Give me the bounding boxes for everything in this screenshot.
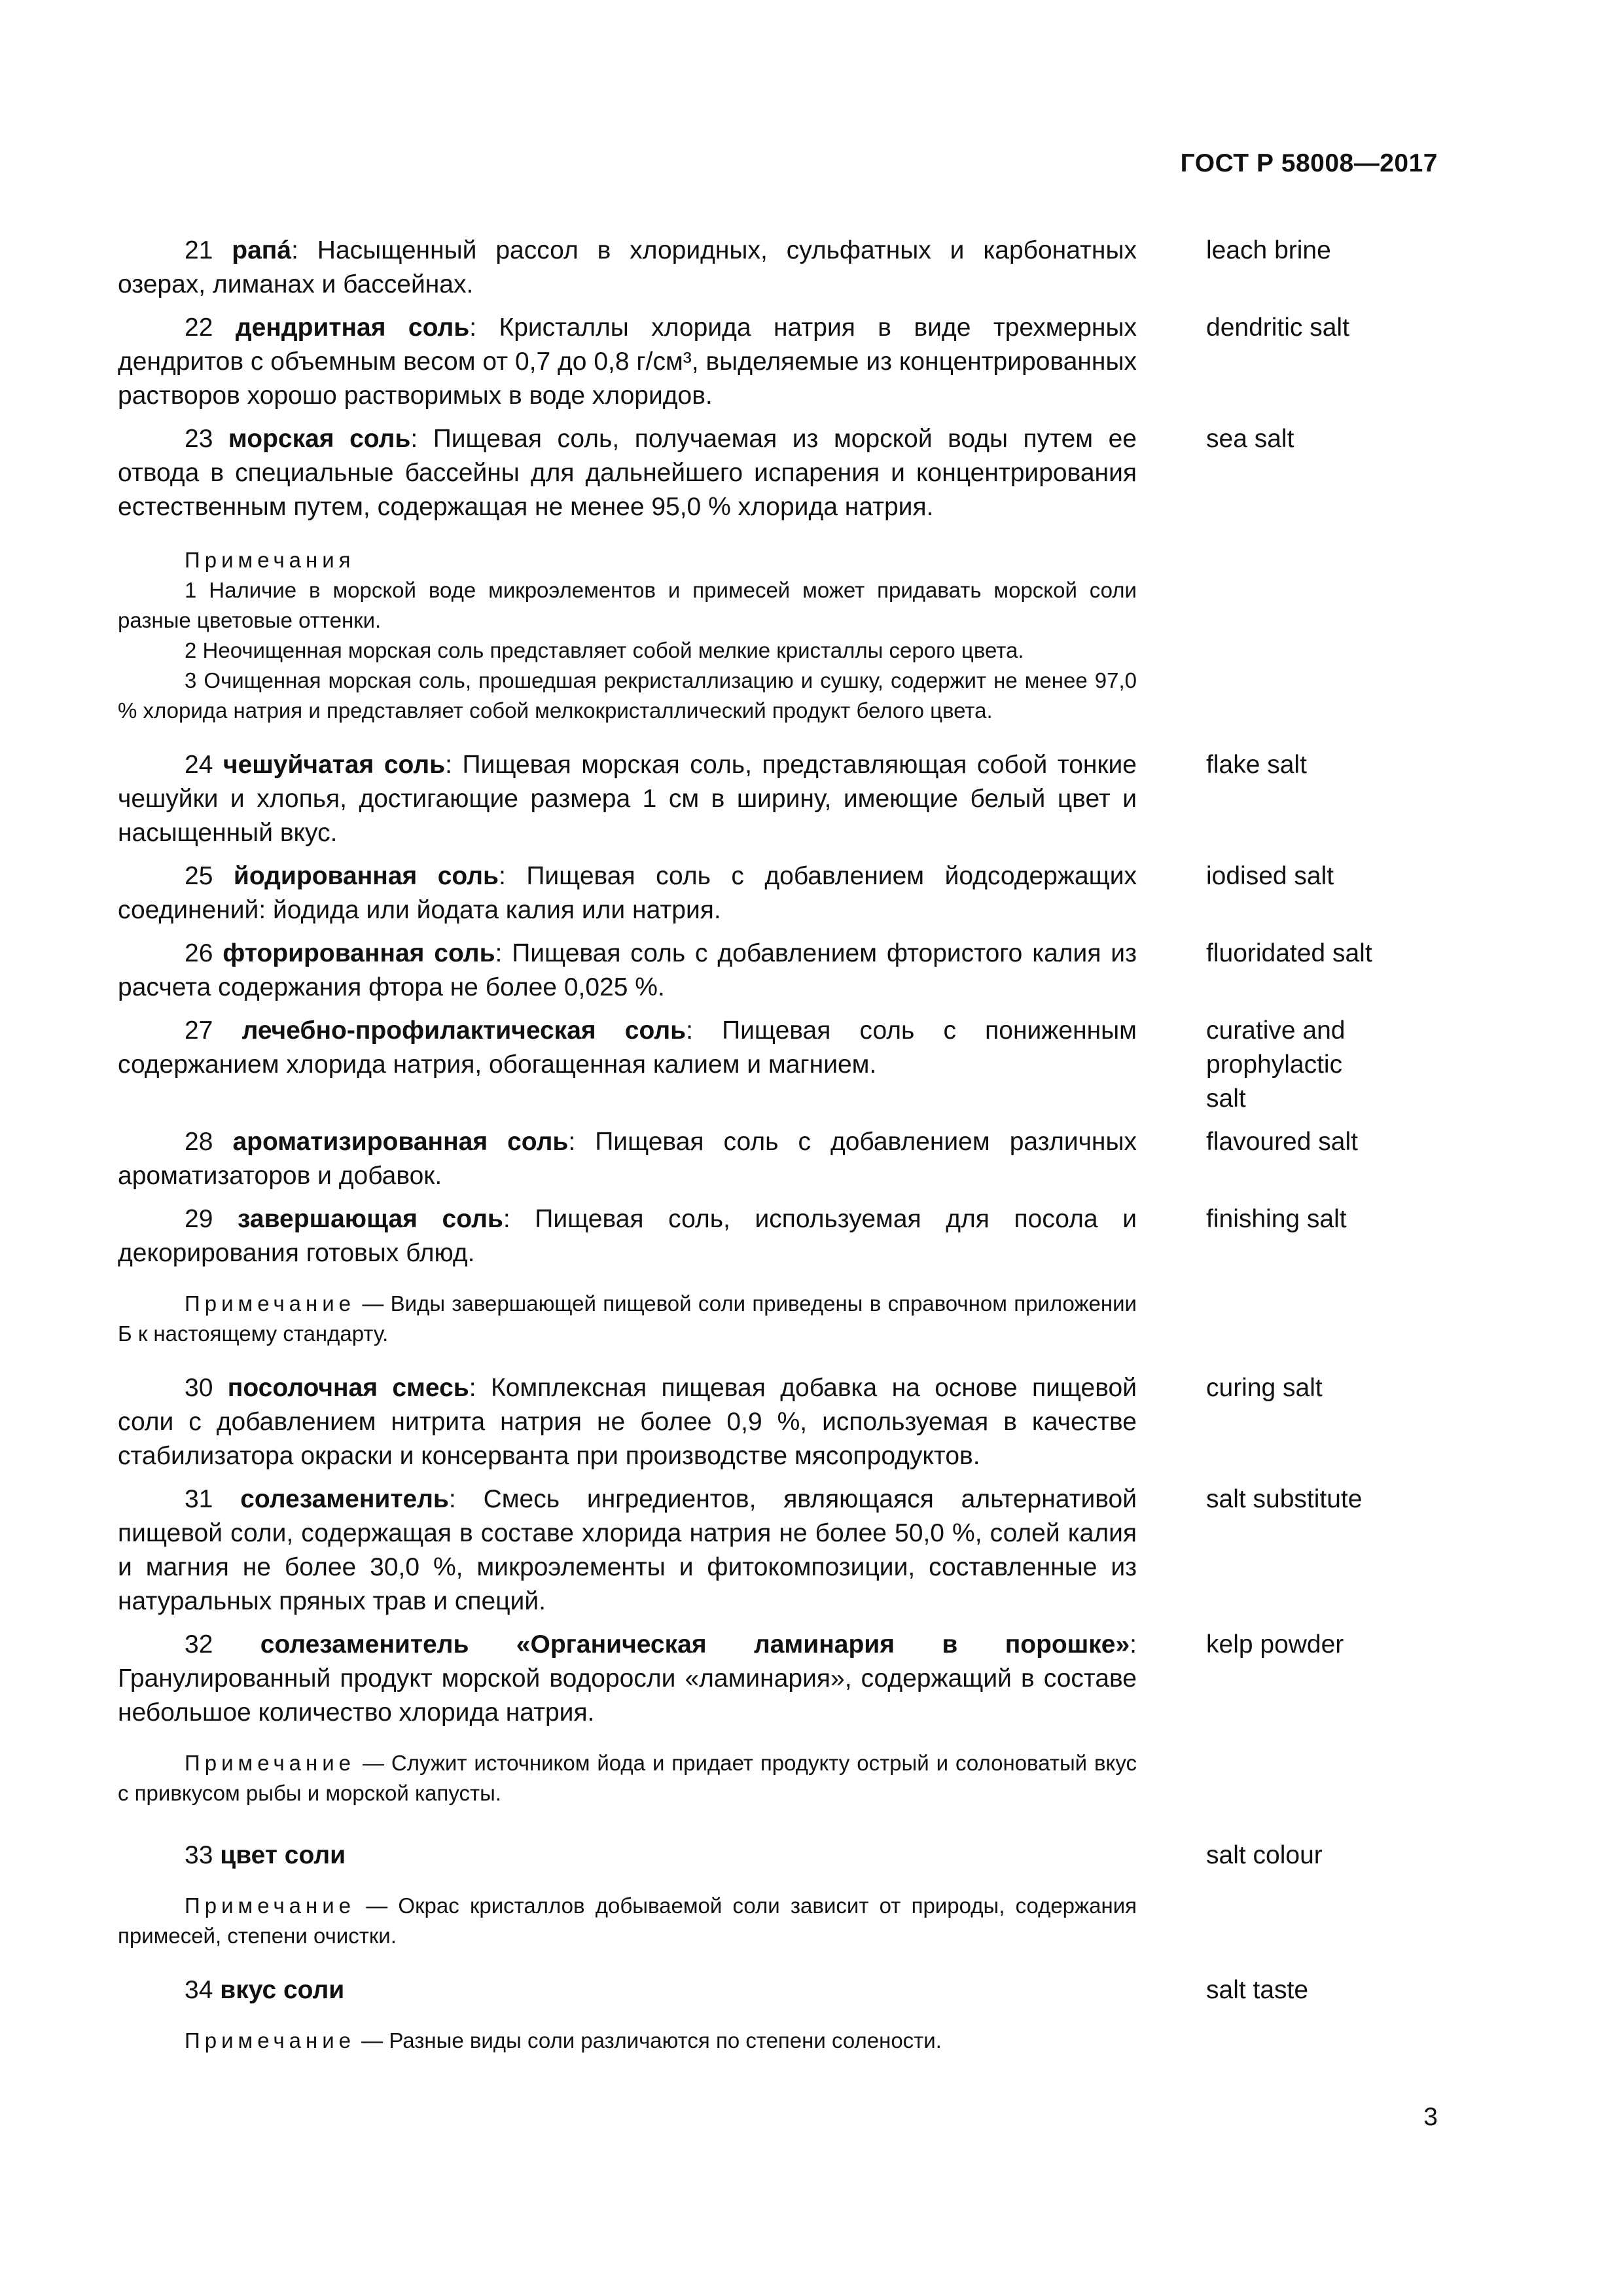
english-equivalent: leach brine [1206, 236, 1331, 264]
note-block [118, 545, 1137, 726]
english-equivalent: iodised salt [1206, 862, 1334, 890]
term-definition [118, 1482, 1137, 1619]
term-entry [118, 1014, 1427, 1116]
note-item: 3 Очищенная морская соль, прошедшая рекристаллизацию и сушку, содержит не менее 97,0 % хлорида натрия и представляет собой мелкокристаллический продукт белого цвета. [118, 668, 1137, 723]
note-block [118, 1289, 1137, 1349]
definition-text: : Пищевая соль, используемая для посола и декорирования готовых блюд. [118, 1205, 1137, 1267]
definition-text: : Пищевая морская соль, представляющая собой тонкие чешуйки и хлопья, достигающие размера 1 см в ширину, имеющие белый цвет и насыщенный вкус. [118, 751, 1137, 847]
term-number: 24 [185, 751, 213, 779]
definition-text: : Комплексная пищевая добавка на основе пищевой соли с добавлением нитрита натрия не более 0,9 %, используемая в качестве стабилизатора окраски и консерванта при производстве мясопродуктов. [118, 1374, 1137, 1470]
note-label: Примечание [185, 1893, 356, 1918]
term-definition [118, 422, 1137, 524]
note-label: Примечания [185, 548, 355, 572]
english-equivalent: kelp powder [1206, 1630, 1344, 1659]
definition-text: : Пищевая соль с добавлением фтористого калия из расчета содержания фтора не более 0,025 %. [118, 939, 1137, 1001]
term-definition [118, 1371, 1137, 1473]
term-definition [118, 1628, 1137, 1730]
term-entry [118, 311, 1427, 413]
term-number: 27 [185, 1016, 213, 1045]
term-name: солезаменитель «Органическая ламинария в порошке» [260, 1630, 1130, 1659]
definition-text: : Пищевая соль, получаемая из морской воды путем ее отвода в специальные бассейны для дальнейшего испарения и концентрирования естественным путем, содержащая не менее 95,0 % хлорида натрия. [118, 425, 1137, 521]
note-text: — Разные виды соли различаются по степени солености. [355, 2028, 942, 2053]
definition-text: : Гранулированный продукт морской водоросли «ламинария», содержащий в составе небольшое количество хлорида натрия. [118, 1630, 1137, 1727]
term-name: фторированная соль [223, 939, 495, 967]
term-definition [118, 1839, 1137, 1873]
term-name: йодированная соль [233, 862, 499, 890]
term-name: вкус соли [220, 1976, 345, 2004]
term-definition [118, 859, 1137, 927]
term-definition [118, 1973, 1137, 2007]
note-label: Примечание [185, 1751, 356, 1775]
note-text: — Окрас кристаллов добываемой соли зависит от природы, содержания примесей, степени очистки. [118, 1893, 1137, 1948]
term-number: 34 [185, 1976, 213, 2004]
term-entry [118, 1839, 1427, 1873]
note-item: 2 Неочищенная морская соль представляет собой мелкие кристаллы серого цвета. [185, 638, 1024, 662]
english-equivalent: fluoridated salt [1206, 939, 1372, 967]
note-block [118, 1891, 1137, 1951]
term-name: цвет соли [220, 1841, 346, 1869]
english-equivalent: finishing salt [1206, 1205, 1347, 1233]
term-entry [118, 937, 1427, 1005]
english-equivalent: flake salt [1206, 751, 1307, 779]
term-definition [118, 311, 1137, 413]
term-number: 30 [185, 1374, 213, 1402]
term-number: 26 [185, 939, 213, 967]
note-label: Примечание [185, 1291, 356, 1316]
term-name: чешуйчатая соль [223, 751, 446, 779]
term-definition [118, 1202, 1137, 1270]
term-name: морская соль [228, 425, 411, 453]
term-number: 32 [185, 1630, 213, 1659]
term-number: 29 [185, 1205, 213, 1233]
document-id-header: ГОСТ Р 58008—2017 [1180, 149, 1438, 177]
definition-text: : Пищевая соль с добавлением йодсодержащих соединений: йодида или йодата калия или натрия. [118, 862, 1137, 924]
term-name: солезаменитель [240, 1485, 449, 1513]
term-number: 25 [185, 862, 213, 890]
term-entry [118, 422, 1427, 524]
term-number: 31 [185, 1485, 213, 1513]
note-label: Примечание [185, 2028, 356, 2053]
english-equivalent: sea salt [1206, 425, 1294, 453]
term-entry [118, 1973, 1427, 2007]
note-text: — Виды завершающей пищевой соли приведены в справочном приложении Б к настоящему стандарту. [118, 1291, 1137, 1346]
term-definition [118, 1125, 1137, 1193]
term-name: завершающая соль [238, 1205, 503, 1233]
english-equivalent: salt substitute [1206, 1485, 1363, 1513]
note-block [118, 2026, 1137, 2056]
term-number: 23 [185, 425, 213, 453]
terms-content [118, 234, 1427, 2078]
definition-text: : Пищевая соль с пониженным содержанием хлорида натрия, обогащенная калием и магнием. [118, 1016, 1137, 1079]
definition-text: : Пищевая соль с добавлением различных ароматизаторов и добавок. [118, 1128, 1137, 1190]
term-number: 21 [185, 236, 213, 264]
note-item: 1 Наличие в морской воде микроэлементов и примесей может придавать морской соли разные цветовые оттенки. [118, 578, 1137, 632]
definition-text: : Смесь ингредиентов, являющаяся альтернативой пищевой соли, содержащая в составе хлорида натрия не более 50,0 %, солей калия и магния не более 30,0 %, микроэлементы и фитокомпозиции, составленные из натуральных пряных трав и специй. [118, 1485, 1137, 1615]
term-entry [118, 234, 1427, 302]
term-definition [118, 748, 1137, 850]
term-entry [118, 1482, 1427, 1619]
term-entry [118, 748, 1427, 850]
english-equivalent: curative and prophylactic salt [1206, 1016, 1346, 1113]
term-definition [118, 234, 1137, 302]
term-definition [118, 1014, 1137, 1082]
note-block [118, 1748, 1137, 1808]
term-number: 28 [185, 1128, 213, 1156]
term-entry [118, 1628, 1427, 1730]
definition-text: : Насыщенный рассол в хлоридных, сульфатных и карбонатных озерах, лиманах и бассейнах. [118, 236, 1137, 298]
definition-text: : Кристаллы хлорида натрия в виде трехмерных дендритов с объемным весом от 0,7 до 0,8 г/см³, выделяемые из концентрированных растворов хорошо растворимых в воде хлоридов. [118, 314, 1137, 410]
term-name: рапá [232, 236, 292, 264]
term-name: лечебно-профилактическая соль [241, 1016, 687, 1045]
term-number: 22 [185, 314, 213, 342]
term-entry [118, 1125, 1427, 1193]
english-equivalent: flavoured salt [1206, 1128, 1358, 1156]
english-equivalent: curing salt [1206, 1374, 1323, 1402]
term-name: ароматизированная соль [232, 1128, 569, 1156]
english-equivalent: salt taste [1206, 1976, 1309, 2004]
term-entry [118, 1371, 1427, 1473]
term-entry [118, 1202, 1427, 1270]
term-number: 33 [185, 1841, 213, 1869]
term-definition [118, 937, 1137, 1005]
page-number: 3 [1423, 2103, 1438, 2131]
term-entry [118, 859, 1427, 927]
term-name: дендритная соль [235, 314, 470, 342]
note-text: — Служит источником йода и придает продукту острый и солоноватый вкус с привкусом рыбы и морской капусты. [118, 1751, 1137, 1805]
english-equivalent: salt colour [1206, 1841, 1323, 1869]
term-name: посолочная смесь [227, 1374, 469, 1402]
english-equivalent: dendritic salt [1206, 314, 1349, 342]
